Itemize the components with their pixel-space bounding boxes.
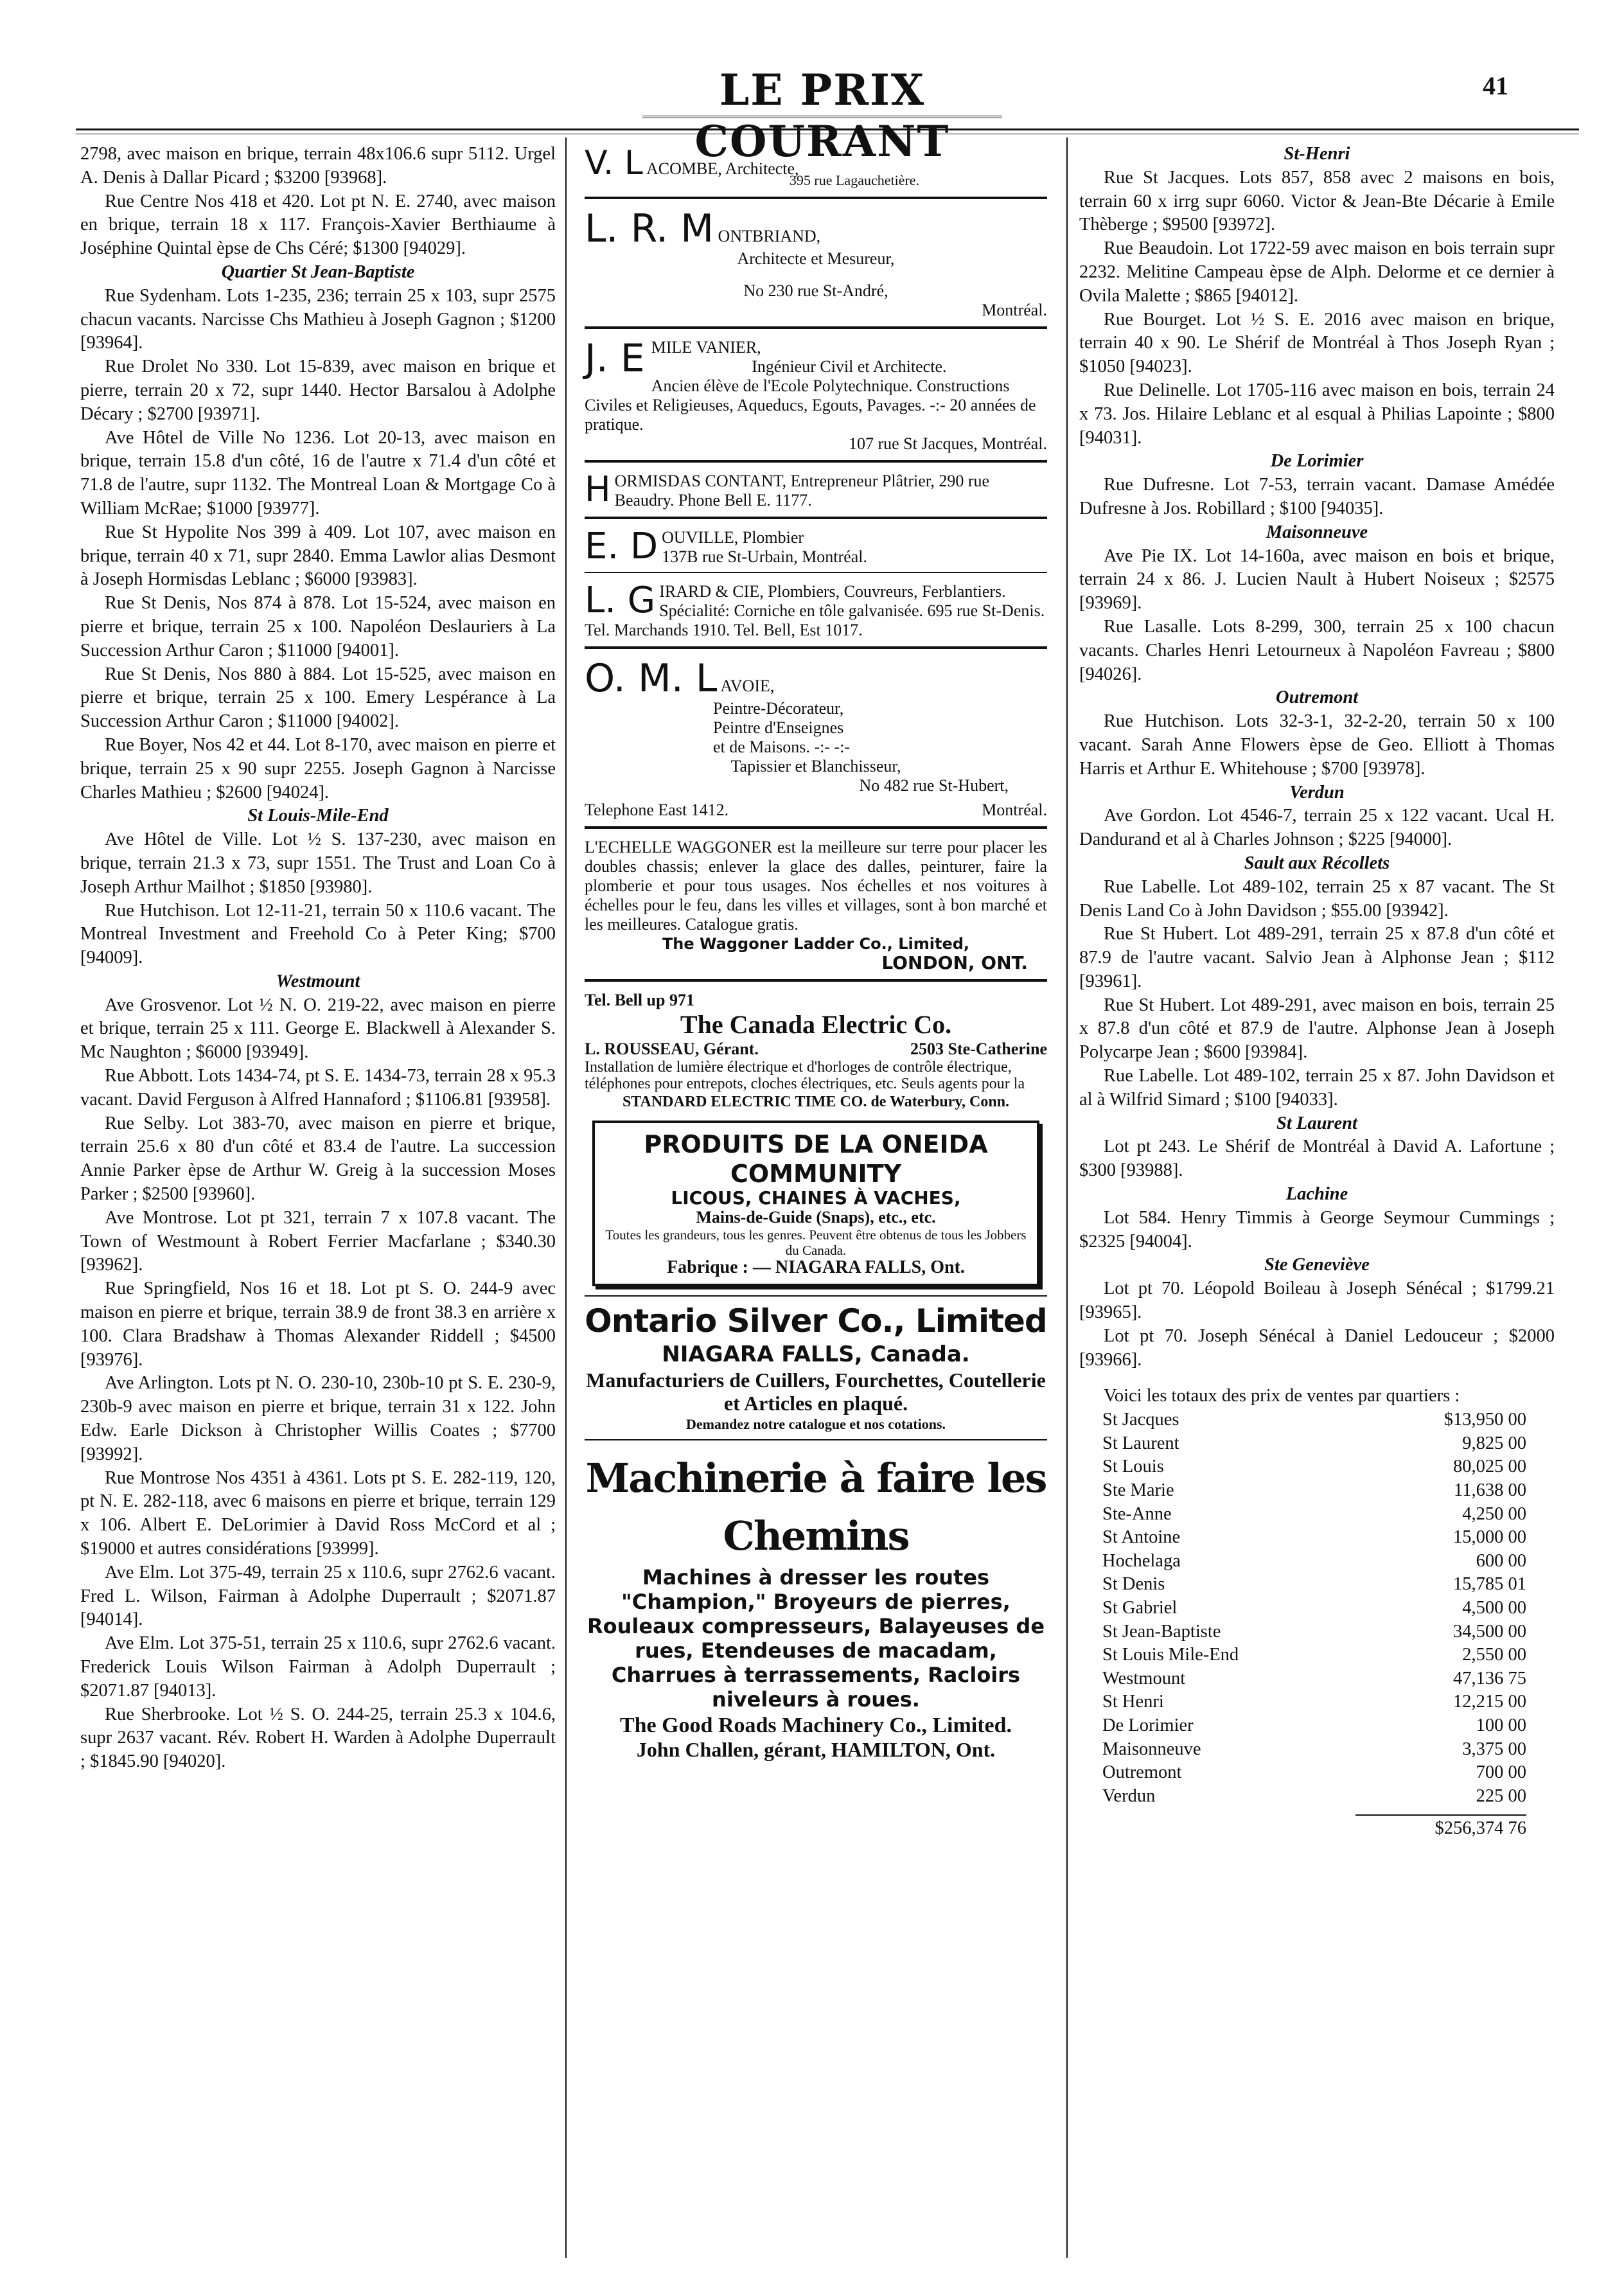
transaction-entry: Rue Boyer, Nos 42 et 44. Lot 8-170, avec maison en pierre et brique, terrain 25 x 90 supr 2255. Joseph Gagnon à Narcisse Charles Mathieu ; $2600 [94024]. <box>80 734 556 802</box>
district-total: 4,500 00 <box>1462 1597 1526 1618</box>
ad-text: IRARD & CIE, Plombiers, Couvreurs, Ferblantiers. Spécialité: Corniche en tôle galvanisée. 695 rue St-Denis. Tel. Marchands 1910. Tel. Bell, Est 1017. <box>585 582 1045 639</box>
ad-title: Ontario Silver Co., Limited <box>585 1302 1047 1340</box>
ad-initials: H <box>585 469 611 509</box>
transaction-entry: Rue Montrose Nos 4351 à 4361. Lots pt S. E. 282-119, 120, pt N. E. 282-118, avec 6 maisons en pierre et brique, terrain 129 x 106. Albert E. DeLorimier à David Ross McCord et al ; $19000 et autres considérations [93999]. <box>80 1467 556 1559</box>
district-total: 4,250 00 <box>1462 1503 1526 1524</box>
page-number: 41 <box>1483 71 1508 100</box>
section-title: Sault aux Récollets <box>1244 853 1390 873</box>
district-name: St Jacques <box>1102 1410 1179 1430</box>
transaction-entry: Rue Bourget. Lot ½ S. E. 2016 avec maison en brique, terrain 40 x 90. Le Shérif de Montréal à Thos Joseph Ryan ; $1050 [94023]. <box>1079 309 1555 377</box>
ad-waggoner <box>585 838 1047 982</box>
ad-text: Architecte et Mesureur, <box>737 249 895 268</box>
transaction-entry: Rue St Hubert. Lot 489-291, terrain 25 x 87.8 d'un côté et 87.9 de l'autre vacant. Salvio Jean à Alphonse Jean ; $112 [93961]. <box>1079 924 1555 991</box>
district-name: St Louis <box>1102 1457 1164 1477</box>
transaction-entry: Rue Centre Nos 418 et 420. Lot pt N. E. 2740, avec maison en brique, terrain 18 x 117. François-Xavier Berthiaume à Joséphine Quintal èpse de Chs Céré; $1300 [94029]. <box>80 191 556 259</box>
transaction-entry: Ave Pie IX. Lot 14-160a, avec maison en bois et brique, terrain 24 x 86. J. Lucien Nault à Hubert Noiseux ; $2575 [93969]. <box>1079 545 1555 614</box>
transaction-entry: Rue Abbott. Lots 1434-74, pt S. E. 1434-73, terrain 28 x 95.3 vacant. David Ferguson à Alfred Hannaford ; $1106.81 [93958]. <box>80 1066 556 1110</box>
district-total: 9,825 00 <box>1462 1433 1526 1453</box>
district-name: St Denis <box>1102 1574 1165 1595</box>
ad-text: Montréal. <box>982 801 1047 819</box>
ad-rule <box>585 572 1047 573</box>
ad-text: OUVILLE, Plombier <box>662 528 804 547</box>
ad-title: PRODUITS DE LA ONEIDA COMMUNITY <box>644 1130 988 1188</box>
totals-table <box>1102 1408 1526 1808</box>
ad-vanier <box>585 338 1047 463</box>
district-total: 34,500 00 <box>1453 1621 1526 1642</box>
district-total: 12,215 00 <box>1453 1692 1526 1712</box>
ad-text: 395 rue Lagauchetière. <box>789 172 920 188</box>
transaction-entry: Rue St Jacques. Lots 857, 858 avec 2 maisons en bois, terrain 60 x irrg supr 6060. Victor & Jean-Bte Décarie à Emile Thèberge ; $9500 [93972]. <box>1079 167 1555 235</box>
ad-title: The Canada Electric Co. <box>680 1010 952 1039</box>
totals-row <box>1102 1479 1526 1503</box>
ad-text: LONDON, ONT. <box>881 952 1028 973</box>
transaction-entry: Rue Sherbrooke. Lot ½ S. O. 244-25, terrain 25.3 x 104.6, supr 2637 vacant. Rév. Robert H. Warden à Adolphe Duperrault ; $1845.90 [94020]. <box>80 1704 556 1772</box>
ad-rule <box>585 460 1047 463</box>
ad-ontario-silver <box>585 1295 1047 1440</box>
transaction-entry: Ave Gordon. Lot 4546-7, terrain 25 x 122 vacant. Ucal H. Dandurand et al à Charles Johnson ; $225 [94000]. <box>1079 806 1555 850</box>
section-title: St Louis-Mile-End <box>247 806 389 826</box>
district-name: St Antoine <box>1102 1527 1181 1548</box>
ad-text: The Waggoner Ladder Co., Limited, <box>662 935 970 953</box>
transaction-entry: Ave Montrose. Lot pt 321, terrain 7 x 107.8 vacant. The Town of Westmount à Robert Ferrier Macfarlane ; $340.30 [93962]. <box>80 1207 556 1275</box>
district-total: 47,136 75 <box>1453 1668 1526 1688</box>
section-title: St-Henri <box>1284 144 1350 164</box>
district-total: $13,950 00 <box>1443 1410 1526 1430</box>
ad-good-roads <box>585 1449 1047 1759</box>
transaction-entry: Ave Arlington. Lots pt N. O. 230-10, 230b-10 pt S. E. 230-9, 230b-9 avec maison en pierre et brique, terrain 31 x 122. John Edw. Earle Dickson à Christopher Willis Coates ; $7700 [93992]. <box>80 1373 556 1464</box>
district-total: 225 00 <box>1476 1785 1526 1806</box>
transaction-entry: Rue Labelle. Lot 489-102, terrain 25 x 87 vacant. The St Denis Land Co à John Davidson ; $55.00 [93942]. <box>1079 876 1555 921</box>
ad-girard <box>585 582 1047 649</box>
ad-oneida <box>592 1121 1039 1286</box>
totals-row <box>1102 1597 1526 1620</box>
section-title: Maisonneuve <box>1266 522 1368 542</box>
ad-text: ONTBRIAND, <box>718 227 821 245</box>
ad-text: Ancien élève de l'Ecole Polytechnique. Constructions Civiles et Religieuses, Aqueducs, Egouts, Pavages. -:- 20 années de pratique. <box>585 377 1036 434</box>
transaction-entry: Rue Beaudoin. Lot 1722-59 avec maison en bois terrain supr 2232. Melitine Campeau èpse de Alph. Delorme et ce dernier à Ovila Malette ; $865 [94012]. <box>1079 238 1555 306</box>
district-name: Hochelaga <box>1102 1550 1181 1571</box>
transaction-entry: Rue Hutchison. Lot 12-11-21, terrain 50 x 110.6 vacant. The Montreal Investment and Freehold Co à Peter King; $700 [94009]. <box>80 900 556 968</box>
ad-text: Installation de lumière électrique et d'horloges de contrôle électrique, téléphones pour entrepots, cloches électriques, etc. Seuls agents pour la <box>585 1059 1025 1092</box>
ad-douville <box>585 528 1047 573</box>
transaction-entry: Rue St Hypolite Nos 399 à 409. Lot 107, avec maison en brique, terrain 40 x 71, supr 2840. Emma Lawlor alias Desmont à Joseph Hormisdas Leblanc ; $6000 [93983]. <box>80 522 556 590</box>
district-name: Ste Marie <box>1102 1480 1174 1501</box>
ad-text: Manufacturiers de Cuillers, Fourchettes, Coutellerie et Articles en plaqué. <box>586 1369 1046 1415</box>
totals-row <box>1102 1738 1526 1762</box>
ad-initials: E. D <box>585 526 658 567</box>
column-divider <box>1066 137 1068 2258</box>
district-name: Maisonneuve <box>1102 1739 1201 1759</box>
district-name: St Henri <box>1102 1692 1164 1712</box>
totals-row <box>1102 1667 1526 1691</box>
ad-montbriand <box>585 208 1047 329</box>
district-total: 2,550 00 <box>1462 1645 1526 1665</box>
totals-intro: Voici les totaux des prix de ventes par quartiers : <box>1104 1386 1460 1406</box>
transaction-entry: Lot 584. Henry Timmis à George Seymour Cummings ; $2325 [94004]. <box>1079 1207 1555 1252</box>
ad-rule <box>585 517 1047 519</box>
transaction-entry: Rue St Hubert. Lot 489-291, avec maison en bois, terrain 25 x 87.8 d'un côté et 87.9 de l'autre. Alphonse Jean à Joseph Polycarpe Jean ; $600 [93984]. <box>1079 995 1555 1063</box>
transaction-entry: Rue Drolet No 330. Lot 15-839, avec maison en brique et pierre, terrain 20 x 72, supr 1440. Hector Barsalou à Adolphe Décary ; $2700 [93971]. <box>80 357 556 424</box>
transaction-entry: Rue Lasalle. Lots 8-299, 300, terrain 25 x 100 chacun vacants. Charles Henri Letourneux à Napoléon Favreau ; $800 [94026]. <box>1079 616 1555 684</box>
ad-text: Tel. Bell up 971 <box>585 991 694 1009</box>
ad-text: et de Maisons. -:- -:- <box>713 738 851 756</box>
transaction-entry: Rue St Denis, Nos 880 à 884. Lot 15-525, avec maison en pierre et brique, terrain 25 x 100. Emery Lespérance à La Succession Arthur Caron ; $11000 [94002]. <box>80 664 556 732</box>
ad-initials: L. G <box>585 580 656 621</box>
transaction-entry: Lot pt 70. Joseph Sénécal à Daniel Ledouceur ; $2000 [93966]. <box>1079 1325 1555 1370</box>
district-name: Outremont <box>1102 1762 1182 1783</box>
totals-row <box>1102 1503 1526 1527</box>
totals-row <box>1102 1550 1526 1573</box>
totals-row <box>1102 1573 1526 1597</box>
column-ads <box>575 143 1057 1768</box>
ad-rule <box>585 197 1047 199</box>
ad-title: Machinerie à faire les Chemins <box>585 1455 1046 1559</box>
district-total: 11,638 00 <box>1454 1480 1526 1501</box>
transaction-entry: Ave Hôtel de Ville No 1236. Lot 20-13, avec maison en brique, terrain 15.8 d'un côté, 16 de l'autre x 71.4 d'un côté et 71.8 de l'autre, supr 1132. The Montreal Loan & Mortgage Co à William McRae; $1000 [93977]. <box>80 427 556 518</box>
ad-text: 107 rue St Jacques, Montréal. <box>848 434 1047 453</box>
ad-text: Telephone East 1412. <box>585 801 729 819</box>
ad-text: L. ROUSSEAU, Gérant. <box>585 1040 759 1058</box>
district-name: St Gabriel <box>1102 1597 1178 1618</box>
section-title: Lachine <box>1285 1184 1348 1205</box>
ad-text: Demandez notre catalogue et nos cotations. <box>685 1416 946 1432</box>
ad-text: Machines à dresser les routes "Champion," Broyeurs de pierres, Rouleaux compresseurs, Balayeuses de rues, Etendeuses de macadam, Charrues à terrassements, Racloirs niveleurs à roues. <box>587 1565 1045 1712</box>
section-title: Quartier St Jean-Baptiste <box>221 261 415 282</box>
district-total: 3,375 00 <box>1462 1739 1526 1759</box>
district-total: 600 00 <box>1476 1550 1526 1571</box>
ad-text: Montréal. <box>982 301 1047 319</box>
transaction-entry: Ave Grosvenor. Lot ½ N. O. 219-22, avec maison en pierre et brique, terrain 25 x 111. George E. Blackwell à Alexander S. Mc Naughton ; $6000 [93949]. <box>80 995 556 1063</box>
district-total: 15,785 01 <box>1453 1574 1526 1595</box>
totals-row <box>1102 1526 1526 1550</box>
section-title: Ste Geneviève <box>1264 1255 1370 1275</box>
ad-text: ACOMBE, Architecte, <box>646 159 799 178</box>
ad-text: Peintre-Décorateur, <box>713 699 844 718</box>
district-total: 15,000 00 <box>1453 1527 1526 1548</box>
district-total: 100 00 <box>1476 1715 1526 1735</box>
ad-initials: J. E <box>585 336 645 381</box>
district-total: 700 00 <box>1476 1762 1526 1783</box>
ad-rule <box>585 979 1047 982</box>
ad-rule <box>585 646 1047 649</box>
section-title: Outremont <box>1275 687 1359 708</box>
ad-text: Toutes les grandeurs, tous les genres. Peuvent être obtenus de tous les Jobbers du Canada. <box>605 1227 1027 1258</box>
ad-text: The Good Roads Machinery Co., Limited. <box>619 1714 1012 1737</box>
ad-text: LICOUS, CHAINES À VACHES, <box>671 1187 961 1209</box>
column-divider <box>565 137 567 2258</box>
transaction-entry: Ave Elm. Lot 375-51, terrain 25 x 110.6, supr 2762.6 vacant. Frederick Louis Wilson Fairman à Adolph Duperrault ; $2071.87 [94013]. <box>80 1633 556 1701</box>
totals-row <box>1102 1714 1526 1738</box>
ad-rule <box>585 1295 1047 1297</box>
district-total: 80,025 00 <box>1453 1457 1526 1477</box>
ad-lavoie <box>585 658 1047 829</box>
district-name: St Louis Mile-End <box>1102 1645 1239 1665</box>
ad-text: John Challen, gérant, HAMILTON, Ont. <box>636 1738 996 1761</box>
ad-text: Peintre d'Enseignes <box>713 718 844 737</box>
ad-canada-electric <box>585 991 1047 1112</box>
ad-text: No 482 rue St-Hubert, <box>859 776 1009 795</box>
district-name: St Jean-Baptiste <box>1102 1621 1221 1642</box>
section-title: Verdun <box>1289 782 1345 802</box>
totals-row <box>1102 1408 1526 1432</box>
masthead: LE PRIX COURANT <box>642 64 1002 118</box>
totals-row <box>1102 1432 1526 1456</box>
ad-text: STANDARD ELECTRIC TIME CO. de Waterbury, Conn. <box>622 1094 1010 1110</box>
district-name: Verdun <box>1102 1785 1156 1806</box>
ad-text: 2503 Ste-Catherine <box>910 1040 1047 1058</box>
section-title: De Lorimier <box>1270 451 1364 472</box>
transaction-entry: Rue Hutchison. Lots 32-3-1, 32-2-20, terrain 50 x 100 vacant. Sarah Anne Flowers èpse de Geo. Elliott à Thomas Harris et Arthur E. Whitehouse ; $700 [93978]. <box>1079 711 1555 779</box>
transaction-entry: Rue Selby. Lot 383-70, avec maison en pierre et brique, terrain 25.6 x 80 d'un côté et 83.4 de l'autre. La succession Annie Parker èpse de Arthur W. Greig à la succession Moses Parker ; $2500 [93960]. <box>80 1113 556 1205</box>
transaction-entry: Ave Hôtel de Ville. Lot ½ S. 137-230, avec maison en brique, terrain 21.3 x 73, supr 1551. The Trust and Loan Co à Joseph Arthur Mailhot ; $1850 [93980]. <box>80 829 556 897</box>
ad-initials: O. M. L <box>585 656 718 701</box>
totals-row <box>1102 1644 1526 1667</box>
transaction-entry: Rue St Denis, Nos 874 à 878. Lot 15-524, avec maison en pierre et brique, terrain 25 x 100. Napoléon Deslauriers à La Succession Arthur Caron ; $11000 [94001]. <box>80 593 556 660</box>
column-left <box>80 143 556 1774</box>
transaction-entry: Rue Sydenham. Lots 1-235, 236; terrain 25 x 103, supr 2575 chacun vacants. Narcisse Chs Mathieu à Joseph Gagnon ; $1200 [93964]. <box>80 285 556 353</box>
section-title: Westmount <box>276 971 360 991</box>
ad-text: Ingénieur Civil et Architecte. <box>752 357 947 376</box>
totals-row <box>1102 1761 1526 1785</box>
totals-row <box>1102 1785 1526 1809</box>
ad-text: MILE VANIER, <box>651 338 761 357</box>
ad-initials: V. L <box>585 144 643 182</box>
ad-lacombe <box>585 143 1047 199</box>
ad-text: Fabrique : — NIAGARA FALLS, Ont. <box>667 1257 965 1277</box>
transaction-entry: Rue Springfield, Nos 16 et 18. Lot pt S. O. 244-9 avec maison en pierre et brique, terrain 38.9 de front 38.3 en arrière x 100. Clara Bradshaw à Thomas Alexander Riddell ; $4500 [93976]. <box>80 1279 556 1370</box>
ad-text: AVOIE, <box>720 677 775 695</box>
transaction-entry: 2798, avec maison en brique, terrain 48x106.6 supr 5112. Urgel A. Denis à Dallar Picard ; $3200 [93968]. <box>80 144 556 188</box>
transaction-entry: Rue Delinelle. Lot 1705-116 avec maison en bois, terrain 24 x 73. Jos. Hilaire Leblanc et al esqual à Philias Lapointe ; $800 [94031]. <box>1079 380 1555 448</box>
transaction-entry: Lot pt 243. Le Shérif de Montréal à David A. Lafortune ; $300 [93988]. <box>1079 1137 1555 1181</box>
district-name: Ste-Anne <box>1102 1503 1172 1524</box>
ad-text: ORMISDAS CONTANT, Entrepreneur Plâtrier, 290 rue Beaudry. Phone Bell E. 1177. <box>614 472 990 509</box>
totals-row <box>1102 1690 1526 1714</box>
district-sections <box>1079 143 1555 1372</box>
ad-initials: L. R. M <box>585 206 714 251</box>
ad-rule <box>585 1439 1047 1440</box>
ad-rule <box>585 326 1047 329</box>
totals-row <box>1102 1455 1526 1479</box>
transaction-entry: Rue Labelle. Lot 489-102, terrain 25 x 87. John Davidson et al à Wilfrid Simard ; $100 [94033]. <box>1079 1066 1555 1110</box>
transaction-entry: Rue Dufresne. Lot 7-53, terrain vacant. Damase Amédée Dufresne à Jos. Robillard ; $100 [94035]. <box>1079 475 1555 518</box>
header-rule <box>76 128 1579 134</box>
ad-text: Tapissier et Blanchisseur, <box>730 757 901 775</box>
transaction-entry: Ave Elm. Lot 375-49, terrain 25 x 110.6, supr 2762.6 vacant. Fred L. Wilson, Fairman à Adolphe Duperrault ; $2071.87 [94014]. <box>80 1562 556 1630</box>
ad-text: NIAGARA FALLS, Canada. <box>662 1342 970 1367</box>
ad-contant <box>585 469 1047 519</box>
ad-text: L'ECHELLE WAGGONER est la meilleure sur terre pour placer les doubles chassis; enlever la glace des dalles, peinturer, faire la plomberie et pour tous usages. Nos échelles et nos voitures à échelles pour le feu, dans les villes et villages, sont à bon marché et les meilleures. Catalogue gratis. <box>585 838 1047 934</box>
ad-rule <box>585 826 1047 829</box>
section-title: St Laurent <box>1276 1113 1357 1133</box>
grand-total: $256,374 76 <box>1355 1814 1526 1841</box>
district-name: St Laurent <box>1102 1433 1179 1453</box>
ad-text: No 230 rue St-André, <box>743 281 888 300</box>
ad-text: 137B rue St-Urbain, Montréal. <box>662 547 867 566</box>
ad-text: Mains-de-Guide (Snaps), etc., etc. <box>696 1208 936 1227</box>
district-name: De Lorimier <box>1102 1715 1194 1735</box>
transaction-entry: Lot pt 70. Léopold Boileau à Joseph Sénécal ; $1799.21 [93965]. <box>1079 1279 1555 1323</box>
column-right <box>1079 143 1555 1841</box>
totals-row <box>1102 1620 1526 1644</box>
district-name: Westmount <box>1102 1668 1186 1688</box>
